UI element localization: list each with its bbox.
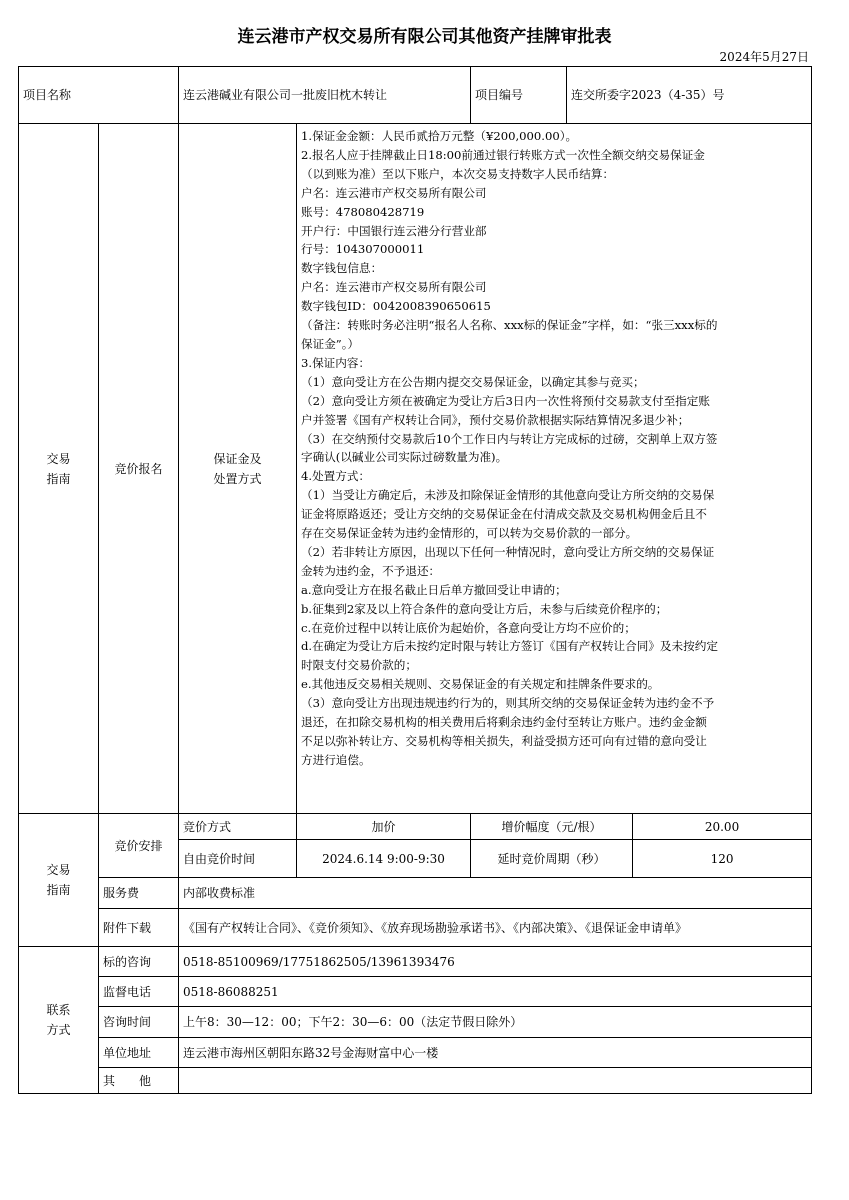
other-value [179,1068,812,1094]
project-name-label: 项目名称 [19,67,179,124]
document-date: 2024年5月27日 [719,50,809,64]
rule-line: 行号：104307000011 [301,242,425,257]
consult-value: 0518-85100969/17751862505/13961393476 [179,947,812,977]
bid-method-value: 加价 [297,814,471,840]
deposit-rules-content [297,124,812,814]
contact-line2: 方式 [46,1023,71,1037]
free-bid-time-value: 2024.6.14 9:00-9:30 [297,840,471,878]
rule-line: 字确认(以碱业公司实际过磅数量为准)。 [301,450,508,465]
rule-line: 户并签署《国有产权转让合同》，预付交易价款根据实际结算情况多退少补； [301,412,690,427]
rule-line: （2）意向受让方须在被确定为受让方后3日内一次性将预付交易款支付至指定账 [301,393,710,408]
free-bid-time-label: 自由竞价时间 [179,840,297,878]
rule-line: （3）在交纳预付交易款后10个工作日内与转让方完成标的过磅，交割单上双方签 [301,431,718,446]
project-code-value: 连交所委字2023（4-35）号 [567,67,812,124]
rule-line: 数字钱包信息： [301,261,383,276]
bid-arrangement-label: 竞价安排 [99,814,179,878]
rule-line: （以到账为准）至以下账户，本次交易支持数字人民币结算： [301,166,615,181]
consult-label: 标的咨询 [99,947,179,977]
approval-table [18,66,812,1094]
rule-line: a.意向受让方在报名截止日后单方撤回受让申请的； [301,582,567,597]
delay-period-value: 120 [633,840,812,878]
service-fee-label: 服务费 [99,878,179,909]
rule-line: 开户行：中国银行连云港分行营业部 [301,223,487,238]
hours-label: 咨询时间 [99,1007,179,1038]
delay-period-label: 延时竞价周期（秒） [471,840,633,878]
trade-guide-section [19,124,99,814]
rule-line: 4.处置方式： [301,469,371,484]
rule-line: 账号：478080428719 [301,204,425,219]
rule-line: 证金将原路返还；受让方交纳的交易保证金在付清成交款及交易机构佣金后且不 [301,507,707,522]
project-name-value: 连云港碱业有限公司一批废旧枕木转让 [179,67,471,124]
rule-line: （1）当受让方确定后，未涉及扣除保证金情形的其他意向受让方所交纳的交易保 [301,488,715,503]
other-label: 其 他 [99,1068,179,1094]
bid-method-label: 竞价方式 [179,814,297,840]
deposit-handling-line2: 处置方式 [213,471,262,486]
contact-line1: 联系 [46,1003,71,1017]
rule-line: b.征集到2家及以上符合条件的意向受让方后，未参与后续竞价程序的； [301,601,668,616]
project-code-label: 项目编号 [471,67,567,124]
rule-line: （3）意向受让方出现违规违约行为的，则其所交纳的交易保证金转为违约金不予 [301,696,715,711]
deposit-handling-line1: 保证金及 [213,451,262,466]
document-title: 连云港市产权交易所有限公司其他资产挂牌审批表 [237,27,612,47]
rule-line: （1）意向受让方在公告期内提交交易保证金，以确定其参与竞买； [301,374,645,389]
rule-line: 3.保证内容： [301,355,371,370]
attachment-links[interactable]: 《国有产权转让合同》、《竞价须知》、《放弃现场勘验承诺书》、《内部决策》、《退保证金申请单》 [179,909,812,947]
attachment-label: 附件下载 [99,909,179,947]
rule-line: （2）若非转让方原因，出现以下任何一种情况时，意向受让方所交纳的交易保证 [301,544,715,559]
hours-value: 上午8：30—12：00；下午2：30—6：00（法定节假日除外） [179,1007,812,1038]
rule-line: 金转为违约金，不予退还： [301,563,441,578]
trade-guide2-line1: 交易 [46,863,71,877]
rule-line: e.其他违反交易相关规则、交易保证金的有关规定和挂牌条件要求的。 [301,677,660,692]
rule-line: 户名：连云港市产权交易所有限公司 [301,185,487,200]
supervise-label: 监督电话 [99,977,179,1007]
address-label: 单位地址 [99,1038,179,1068]
rule-line: 户名：连云港市产权交易所有限公司 [301,280,487,295]
deposit-handling-label [179,124,297,814]
trade-guide2-line2: 指南 [46,883,71,897]
trade-guide-section-2 [19,814,99,947]
address-value: 连云港市海州区朝阳东路32号金海财富中心一楼 [179,1038,812,1068]
service-fee-value: 内部收费标准 [179,878,812,909]
rule-line: 存在交易保证金转为违约金情形的，可以转为交易价款的一部分。 [301,526,638,541]
bid-step-value: 20.00 [633,814,812,840]
trade-guide-line1: 交易 [46,451,71,466]
trade-guide-line2: 指南 [46,471,71,486]
rule-line: 方进行追偿。 [301,752,371,767]
contact-section [19,947,99,1094]
rule-line: 数字钱包ID：0042008390650615 [301,299,491,314]
rule-line: d.在确定为受让方后未按约定时限与转让方签订《国有产权转让合同》及未按约定 [301,639,718,654]
rule-line: 2.报名人应于挂牌截止日18:00前通过银行转账方式一次性全额交纳交易保证金 [301,147,705,162]
rule-line: 1.保证金金额：人民币贰拾万元整（¥200,000.00）。 [301,129,578,143]
rule-line: c.在竞价过程中以转让底价为起始价，各意向受让方均不应价的； [301,620,636,635]
rule-line: 退还，在扣除交易机构的相关费用后将剩余违约金付至转让方账户。违约金金额 [301,715,707,730]
bid-registration-label: 竞价报名 [99,124,179,814]
rule-line: （备注：转账时务必注明“报名人名称、xxx标的保证金”字样，如：“张三xxx标的 [301,318,718,333]
bid-step-label: 增价幅度（元/根） [471,814,633,840]
supervise-value: 0518-86088251 [179,977,812,1007]
rule-line: 保证金”。） [301,336,360,351]
rule-line: 时限支付交易价款的； [301,658,417,673]
rule-line: 不足以弥补转让方、交易机构等相关损失，利益受损方还可向有过错的意向受让 [301,734,707,748]
